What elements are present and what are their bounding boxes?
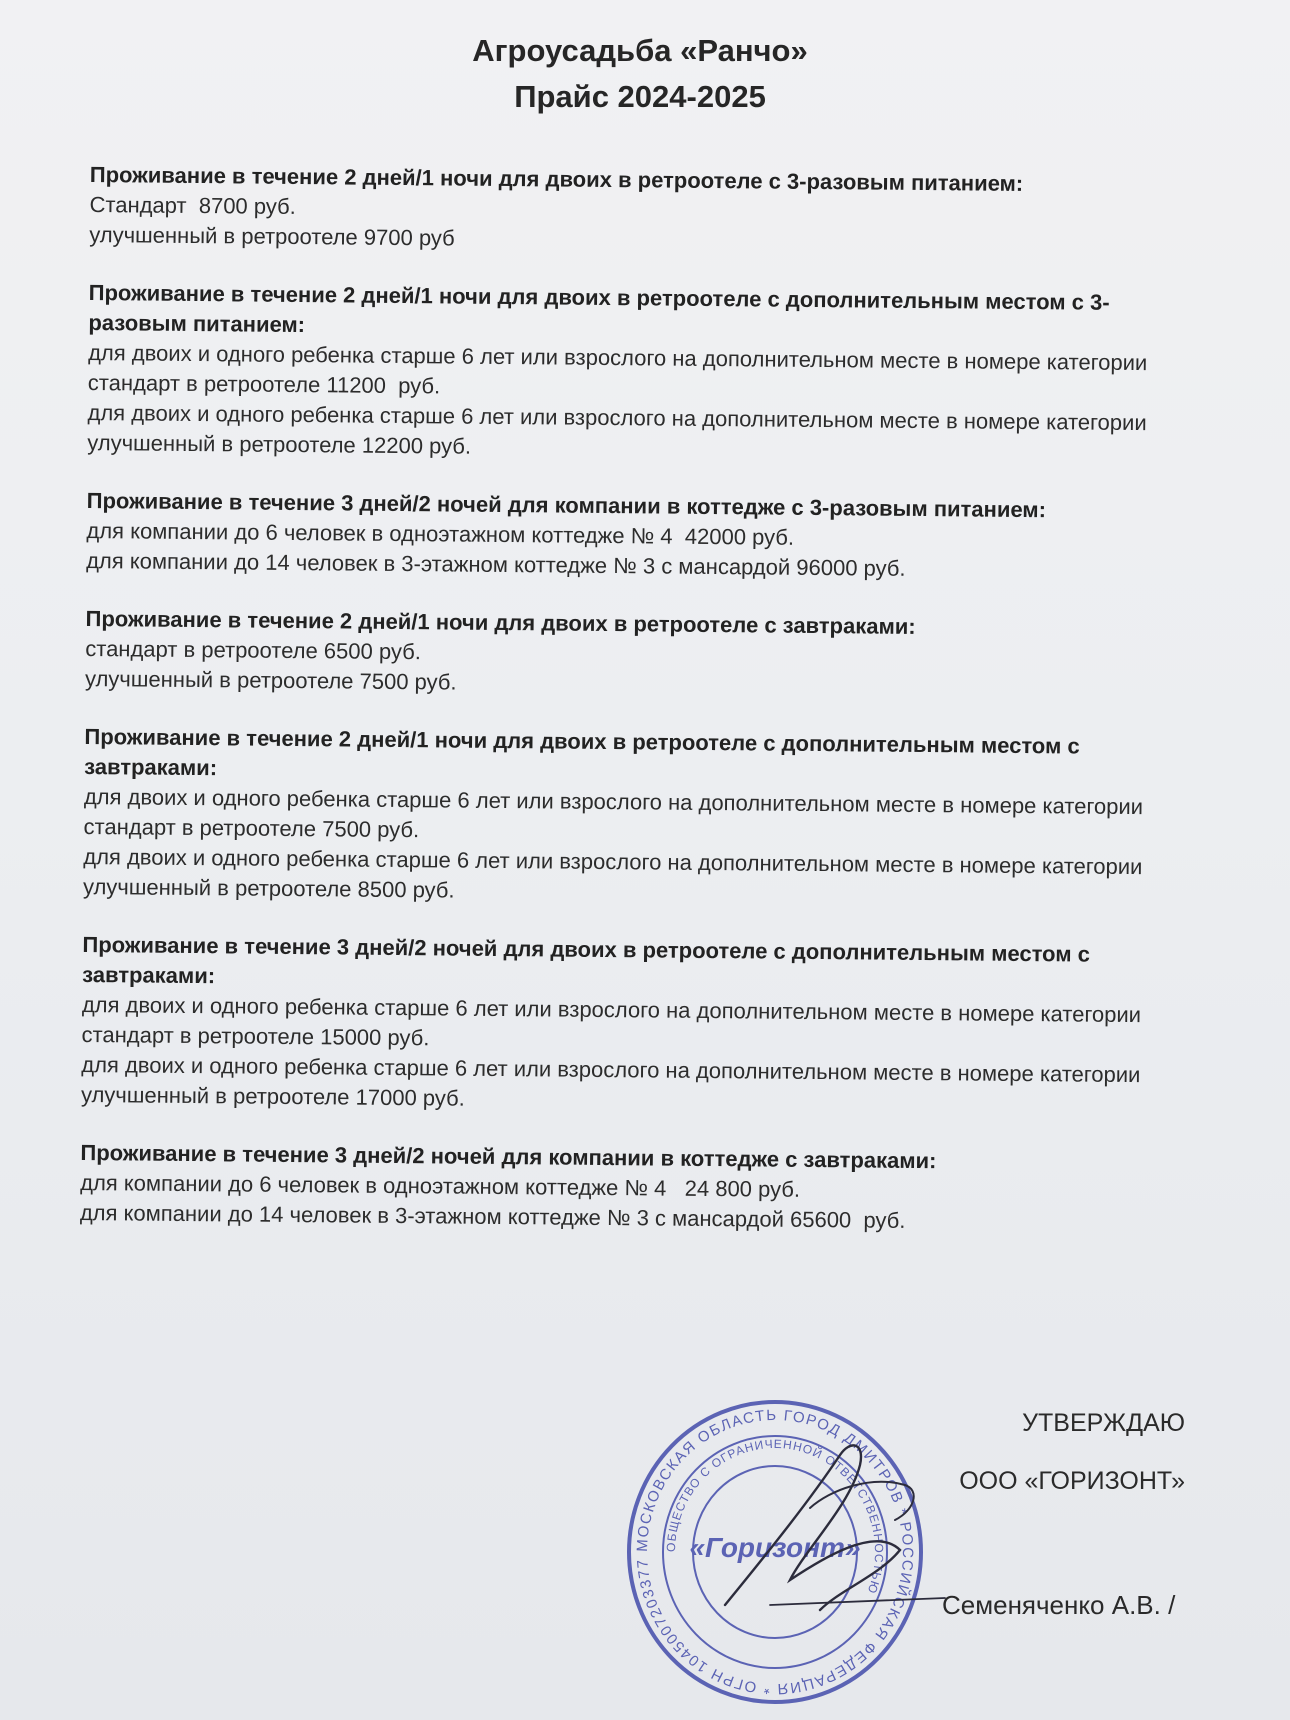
- price-section: [85, 604, 1196, 705]
- svg-text:МОСКОВСКАЯ ОБЛАСТЬ ГОРОД ДМИТР: МОСКОВСКАЯ ОБЛАСТЬ ГОРОД ДМИТРОВ * РОССИЙСКАЯ ФЕДЕРАЦИЯ * ОГРН 1045007203377: [633, 1406, 917, 1698]
- price-line: для двоих и одного ребенка старше 6 лет или взрослого на дополнительном месте в номере категории стандарт в ретроотеле 11200 руб.: [87, 339, 1154, 399]
- price-line: для компании до 14 человек в 3-этажном коттедже № 3 с мансардой 96000 руб.: [86, 547, 906, 581]
- section-heading: Проживание в течение 3 дней/2 ночей для компании в коттедже с завтраками:: [80, 1139, 937, 1174]
- price-section: [80, 1138, 1191, 1239]
- price-line: для двоих и одного ребенка старше 6 лет или взрослого на дополнительном месте в номере категории улучшенный в ретроотеле 17000 руб.: [80, 1051, 1147, 1111]
- price-line: для компании до 6 человек в одноэтажном коттедже № 4 42000 руб.: [86, 517, 795, 550]
- section-heading: Проживание в течение 2 дней/1 ночи для двоих в ретроотеле с завтраками:: [85, 605, 916, 639]
- price-section: [83, 722, 1195, 913]
- price-line: для двоих и одного ребенка старше 6 лет или взрослого на дополнительном месте в номере категории стандарт в ретроотеле 15000 руб.: [81, 991, 1148, 1051]
- approval-signer: Семеняченко А.В. /: [942, 1590, 1176, 1620]
- section-heading: Проживание в течение 2 дней/1 ночи для двоих в ретроотеле с 3-разовым питанием:: [89, 161, 1024, 196]
- price-line: для компании до 14 человек в 3-этажном коттедже № 3 с мансардой 65600 руб.: [79, 1199, 906, 1233]
- title-line-2: Прайс 2024-2025: [514, 79, 766, 114]
- price-line: для двоих и одного ребенка старше 6 лет или взрослого на дополнительном месте в номере категории стандарт в ретроотеле 7500 руб.: [83, 783, 1150, 843]
- price-line: улучшенный в ретроотеле 7500 руб.: [84, 665, 457, 695]
- approval-block: [959, 1408, 1185, 1524]
- approval-label: УТВЕРЖДАЮ: [1022, 1409, 1185, 1437]
- price-section: [87, 278, 1199, 469]
- title-line-1: Агроусадьба «Ранчо»: [472, 33, 808, 68]
- price-section: [89, 160, 1200, 261]
- section-heading: Проживание в течение 3 дней/2 ночей для двоих в ретроотеле с дополнительным местом с завтраками:: [82, 931, 1091, 989]
- price-sections: [79, 160, 1199, 1267]
- handwritten-signature: [700, 1430, 960, 1630]
- document-title: [0, 28, 1280, 120]
- price-line: для компании до 6 человек в одноэтажном коттедже № 4 24 800 руб.: [80, 1169, 801, 1202]
- svg-text:ОБЩЕСТВО С ОГРАНИЧЕННОЙ ОТВЕТС: ОБЩЕСТВО С ОГРАНИЧЕННОЙ ОТВЕТСТВЕННОСТЬЮ: [663, 1436, 887, 1596]
- price-line: для двоих и одного ребенка старше 6 лет или взрослого на дополнительном месте в номере категории улучшенный в ретроотеле 12200 руб.: [87, 399, 1153, 459]
- price-line: для двоих и одного ребенка старше 6 лет или взрослого на дополнительном месте в номере категории улучшенный в ретроотеле 8500 руб.: [82, 843, 1149, 903]
- price-line: стандарт в ретроотеле 6500 руб.: [85, 635, 422, 665]
- price-line: Стандарт 8700 руб.: [89, 191, 296, 219]
- svg-text:«Горизонт»: «Горизонт»: [689, 1532, 861, 1563]
- price-section: [86, 486, 1197, 587]
- approval-company: ООО «ГОРИЗОНТ»: [959, 1467, 1185, 1495]
- price-section: [81, 930, 1193, 1121]
- section-heading: Проживание в течение 3 дней/2 ночей для компании в коттедже с 3-разовым питанием:: [86, 487, 1047, 523]
- price-line: улучшенный в ретроотеле 9700 руб: [89, 221, 455, 251]
- section-heading: Проживание в течение 2 дней/1 ночи для двоих в ретроотеле с дополнительным местом с 3-разовым питанием:: [88, 279, 1110, 338]
- section-heading: Проживание в течение 2 дней/1 ночи для двоих в ретроотеле с дополнительным местом с завтраками:: [84, 723, 1080, 781]
